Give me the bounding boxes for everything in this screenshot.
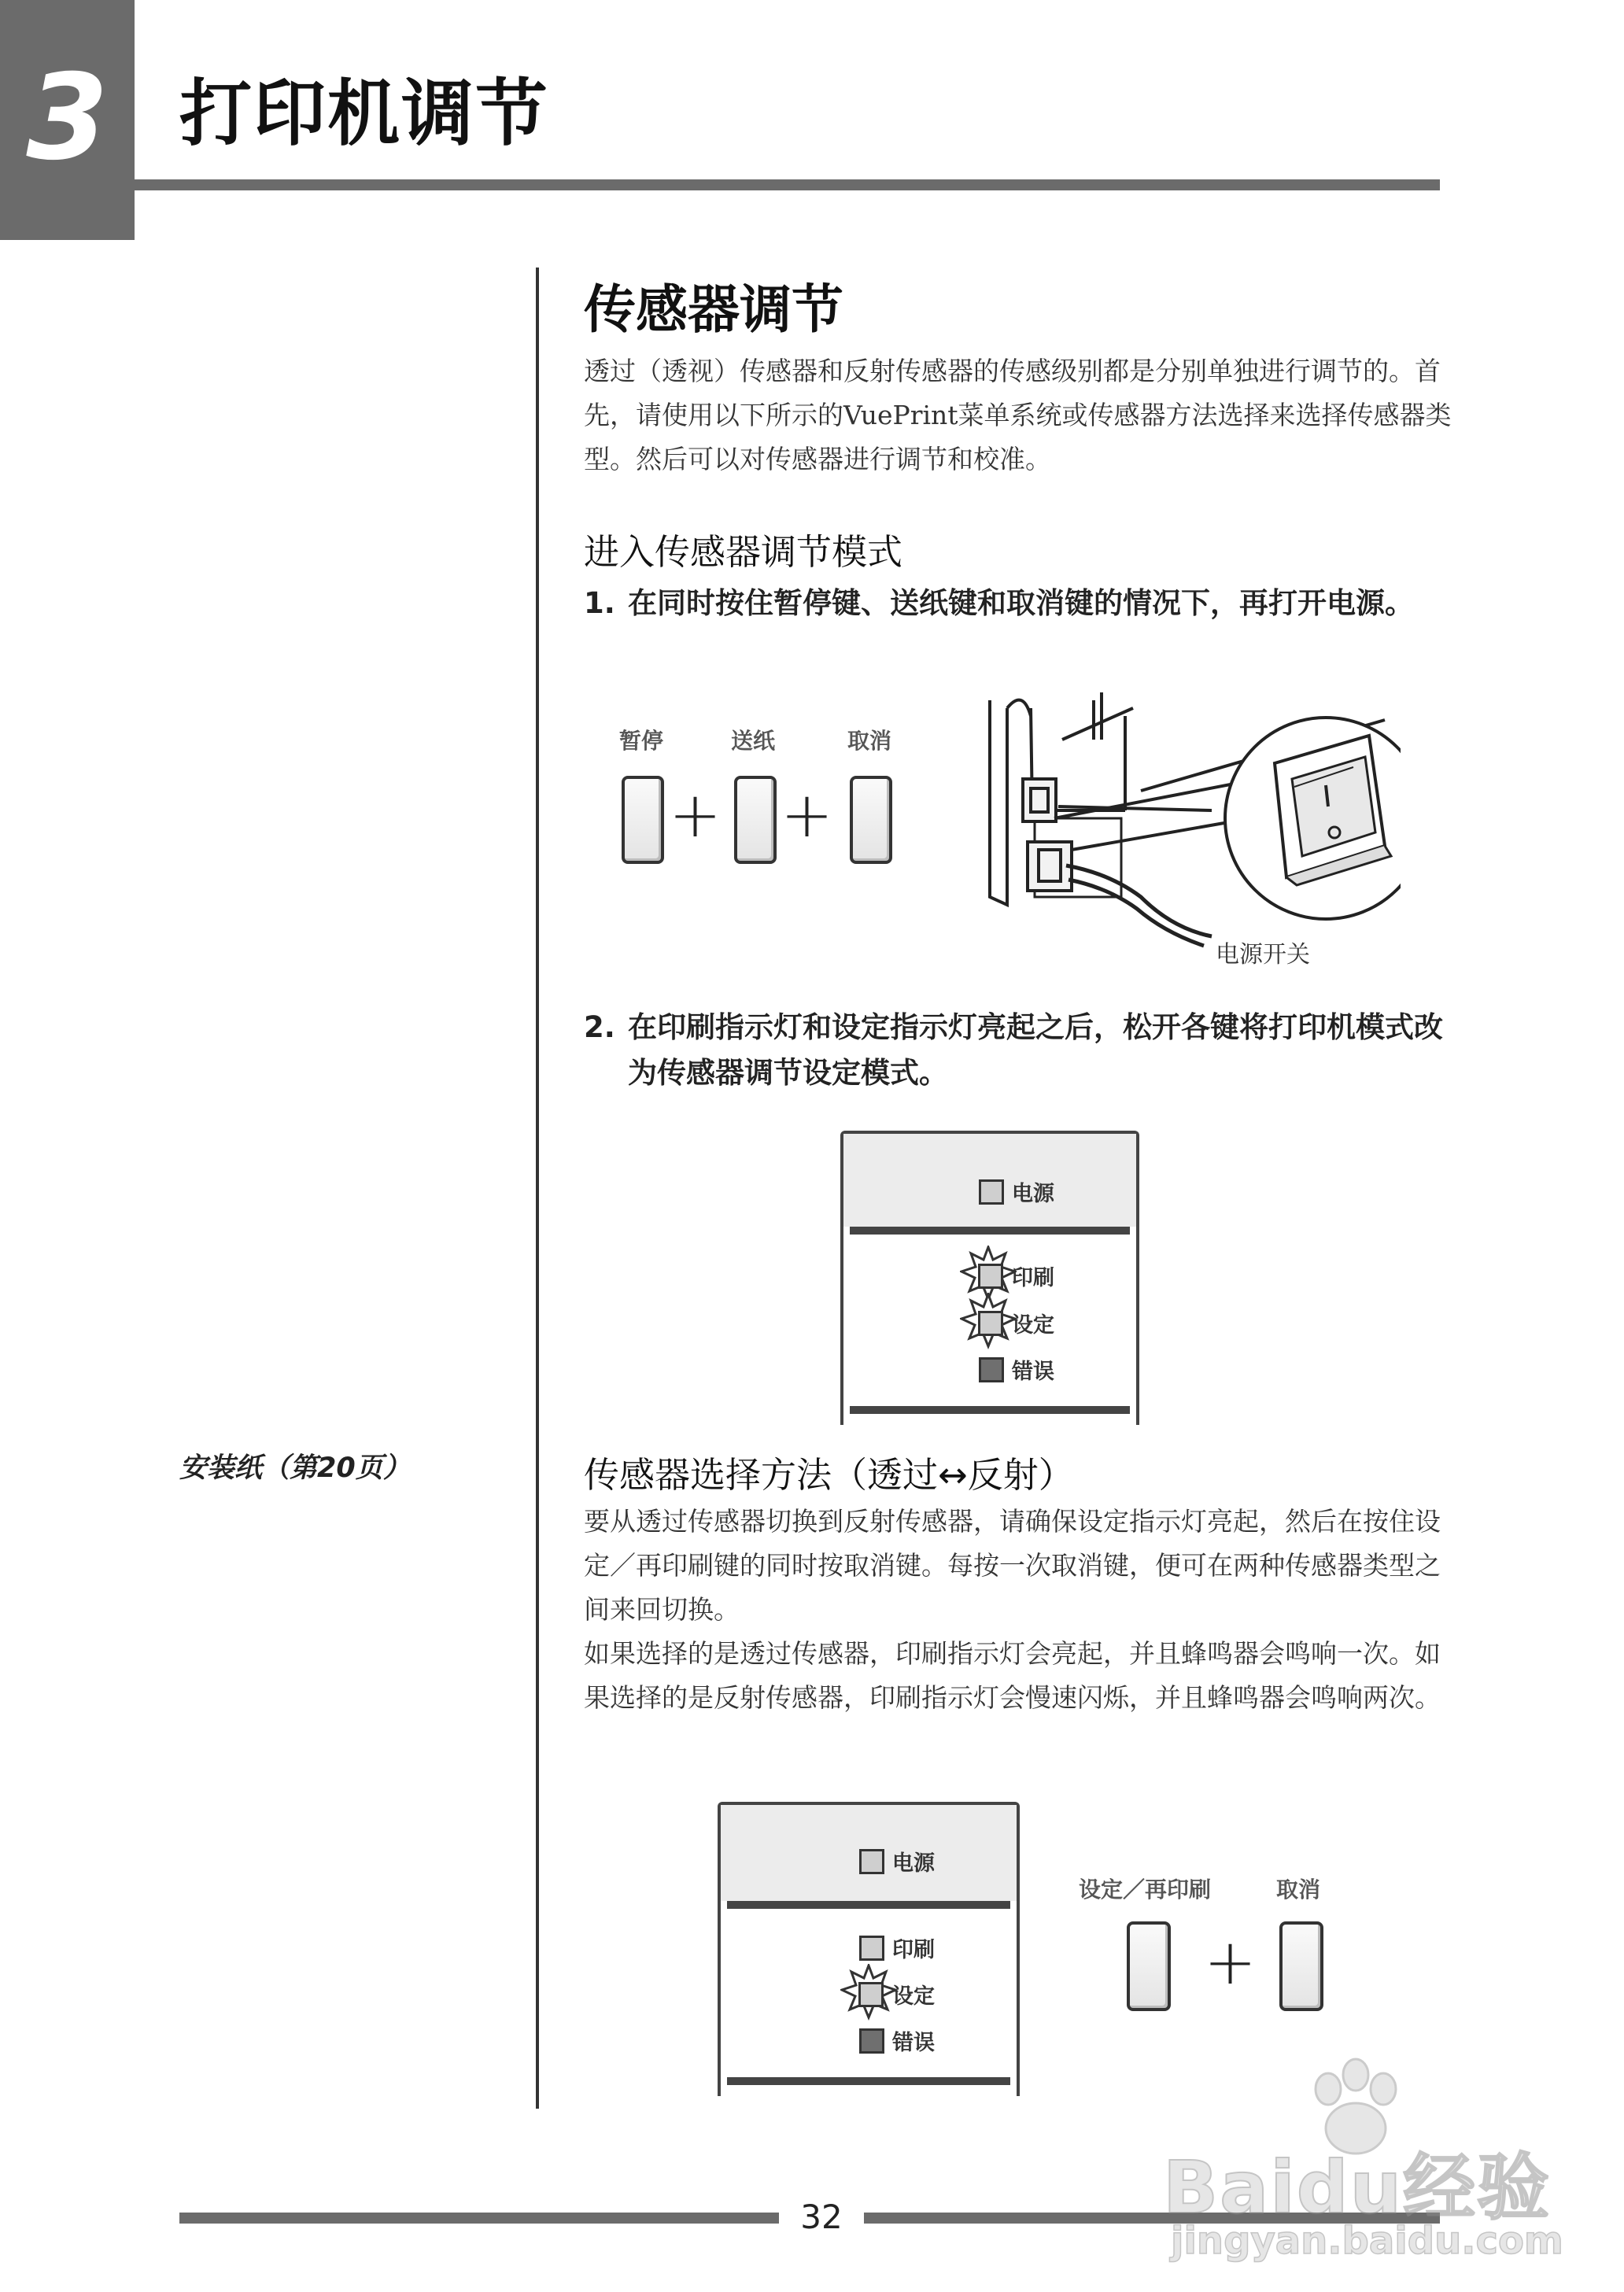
plus-sign: + [781, 778, 834, 851]
error-led [859, 2028, 884, 2054]
panel-bottom-bar [850, 1406, 1130, 1414]
column-divider [536, 268, 539, 2109]
header-rule [135, 179, 1440, 190]
setting-reprint-key [1127, 1921, 1171, 2011]
key-label-cancel: 取消 [1275, 1877, 1320, 1903]
key-label-cancel: 取消 [847, 728, 891, 754]
power-switch-caption: 电源开关 [1216, 941, 1310, 969]
key-label-feed: 送纸 [730, 728, 775, 754]
error-led-label: 错误 [892, 2031, 935, 2055]
watermark-url: jingyan.baidu.com [1171, 2219, 1563, 2263]
step-2 [584, 1005, 1449, 1096]
print-led [859, 1936, 884, 1961]
print-led-label: 印刷 [892, 1938, 935, 1962]
step-number: 1. [584, 586, 615, 620]
footer-rule-left [179, 2213, 779, 2224]
error-led-label: 错误 [1012, 1360, 1054, 1384]
page-number: 32 [800, 2198, 843, 2236]
control-panel-1 [840, 1131, 1139, 1425]
panel-bottom-bar [727, 2077, 1010, 2085]
step-text: 在印刷指示灯和设定指示灯亮起之后，松开各键将打印机模式改为传感器调节设定模式。 [628, 1010, 1443, 1090]
watermark-brand: Baidu经验 [1163, 2146, 1552, 2230]
power-led-label: 电源 [1012, 1182, 1054, 1206]
error-led [979, 1357, 1004, 1382]
setting-led-label: 设定 [892, 1984, 935, 2009]
power-led [979, 1179, 1004, 1205]
step-number: 2. [584, 1010, 615, 1044]
paragraph: 如果选择的是透过传感器，印刷指示灯会亮起，并且蜂鸣器会鸣响一次。如果选择的是反射传感器，印刷指示灯会慢速闪烁，并且蜂鸣器会鸣响两次。 [584, 1638, 1441, 1713]
pause-key [622, 776, 664, 864]
print-led [978, 1264, 1003, 1289]
key-label-pause: 暂停 [618, 728, 663, 754]
setting-led [858, 1982, 884, 2007]
subsection-title: 进入传感器调节模式 [584, 531, 903, 573]
plus-sign: + [1204, 1925, 1257, 1999]
power-switch-illustration [976, 692, 1401, 960]
key-combo-figure [614, 724, 913, 881]
power-led-label: 电源 [892, 1851, 935, 1876]
section-title: 传感器调节 [584, 279, 843, 340]
power-led [859, 1849, 884, 1874]
subsection-title: 传感器选择方法（透过↔反射） [584, 1454, 1074, 1496]
setting-led-label: 设定 [1012, 1313, 1054, 1338]
step-1 [584, 581, 1449, 626]
setting-led [978, 1311, 1003, 1336]
panel-divider [727, 1901, 1010, 1909]
key-combo-figure-2 [1070, 1873, 1353, 2030]
plus-sign: + [669, 778, 722, 851]
step-text: 在同时按住暂停键、送纸键和取消键的情况下，再打开电源。 [628, 586, 1414, 620]
print-led-label: 印刷 [1012, 1266, 1054, 1290]
key-label-setting-reprint: 设定／再印刷 [1078, 1877, 1211, 1903]
cancel-key [1279, 1921, 1323, 2011]
baidu-watermark [1163, 2058, 1604, 2262]
paragraph: 要从透过传感器切换到反射传感器，请确保设定指示灯亮起，然后在按住设定／再印刷键的同时按取消键。每按一次取消键，便可在两种传感器类型之间来回切换。 [584, 1506, 1441, 1625]
feed-key [734, 776, 777, 864]
intro-paragraph: 透过（透视）传感器和反射传感器的传感级别都是分别单独进行调节的。首先，请使用以下所示的VuePrint菜单系统或传感器方法选择来选择传感器类型。然后可以对传感器进行调节和校准。 [584, 356, 1452, 474]
control-panel-2 [718, 1802, 1020, 2096]
chapter-number: 3 [26, 50, 109, 186]
chapter-title: 打印机调节 [179, 72, 550, 156]
side-note: 安装纸（第20页） [179, 1452, 411, 1484]
panel-divider [850, 1227, 1130, 1235]
cancel-key [850, 776, 892, 864]
